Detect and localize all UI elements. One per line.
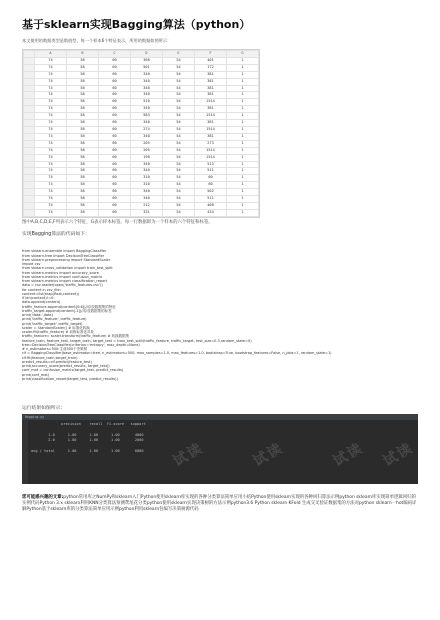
table-cell: 58 [67, 71, 99, 78]
terminal-line: 2.0 1.00 1.00 1.00 2000 [31, 438, 144, 443]
table-cell: 60 [99, 78, 131, 85]
table-cell: 310 [131, 175, 163, 182]
code-line: traffic_feature.append(content[0:6])//存放数据集的特征 [22, 304, 116, 309]
row-number [24, 120, 35, 127]
related-articles-label: 您可能感兴趣的文章: [22, 495, 64, 500]
code-line: content=list(map(float,content)) [22, 291, 80, 296]
table-cell: 340 [131, 85, 163, 92]
table-cell: 54 [163, 71, 195, 78]
code-line: for content in csv_file: [22, 287, 61, 292]
code-line: print(classification_report(target_test, predict_results)) [22, 376, 118, 381]
table-cell: 54 [163, 175, 195, 182]
table-cell: 74 [35, 182, 67, 189]
table-cell: 331 [131, 209, 163, 216]
table-header-row [24, 51, 259, 58]
table-cell: 1 [227, 64, 259, 71]
watermark: 试读 [330, 439, 367, 470]
table-cell: 381 [195, 71, 227, 78]
table-row [24, 126, 259, 133]
table-cell: 511 [195, 196, 227, 203]
table-cell: 274 [131, 126, 163, 133]
table-cell: 1 [227, 196, 259, 203]
row-number [24, 209, 35, 216]
table-cell: 1 [227, 161, 259, 168]
table-row [24, 106, 259, 113]
row-number [24, 64, 35, 71]
table-cell: 54 [163, 161, 195, 168]
table-cell: 74 [35, 64, 67, 71]
table-cell: 340 [131, 196, 163, 203]
table-cell: 54 [163, 140, 195, 147]
table-cell: 60 [99, 147, 131, 154]
code-line: from sklearn.metrics import confusion_matrix [22, 274, 103, 279]
table-cell: 58 [67, 209, 99, 216]
column-header: E [163, 51, 195, 58]
code-line: print('data:',data) [22, 313, 53, 317]
table-cell: 74 [35, 189, 67, 196]
row-number [24, 147, 35, 154]
table-cell: 54 [163, 85, 195, 92]
row-number [24, 140, 35, 147]
table-cell: 60 [99, 196, 131, 203]
table-cell: 54 [163, 202, 195, 209]
code-line: traffic_feature= scaler.transform(traffic_feature) # 转换数据集 [22, 334, 130, 339]
table-cell: 1514 [195, 147, 227, 154]
terminal-line: precision recall f1-score support [31, 422, 146, 426]
related-articles [22, 495, 418, 514]
table-cell: 74 [35, 196, 67, 203]
table-cell: 60 [99, 64, 131, 71]
table-cell: 74 [35, 154, 67, 161]
code-line: if len(content)!=0: [22, 296, 55, 300]
watermark: 试读 [380, 439, 417, 470]
table-cell: 58 [67, 57, 99, 64]
table-cell: 60 [99, 140, 131, 147]
table-cell: 1514 [195, 154, 227, 161]
table-cell: 340 [131, 120, 163, 127]
code-line: print(conf_mat) [22, 372, 50, 377]
table-cell: 340 [131, 133, 163, 140]
terminal-line: 1.0 1.00 1.00 1.00 4000 [31, 432, 144, 437]
table-cell: 1 [227, 106, 259, 113]
table-cell: 340 [131, 78, 163, 85]
table-cell: 74 [35, 140, 67, 147]
table-cell: 54 [163, 147, 195, 154]
terminal-line: avg / total 1.00 1.00 1.00 6000 [31, 449, 144, 454]
table-cell: 58 [67, 133, 99, 140]
code-line: print('traffic_feature:',traffic_feature) [22, 317, 87, 322]
table-body [24, 57, 259, 218]
table-row [24, 71, 259, 78]
table-cell: 381 [195, 78, 227, 85]
table-cell: 58 [67, 168, 99, 175]
table-cell: 1 [227, 140, 259, 147]
terminal-gutter [22, 420, 28, 484]
table-cell: 340 [131, 106, 163, 113]
table-cell [227, 216, 259, 218]
table-cell: 1 [227, 85, 259, 92]
table-cell: 212 [131, 202, 163, 209]
table-cell: 58 [67, 120, 99, 127]
row-number [24, 196, 35, 203]
code-line: clf.fit(feature_train,target_train) [22, 355, 78, 360]
table-row [24, 140, 259, 147]
terminal-screenshot [22, 414, 418, 484]
table-cell: 58 [67, 175, 99, 182]
table-row [24, 202, 259, 209]
table-cell: 74 [35, 161, 67, 168]
code-line: conf_mat = confusion_matrix(target_test, predict_results) [22, 368, 124, 373]
table-cell: 54 [163, 64, 195, 71]
table-cell: 74 [35, 106, 67, 113]
table-cell: 60 [99, 154, 131, 161]
table-row [24, 147, 259, 154]
table-row [24, 120, 259, 127]
code-line: from sklearn.metrics import accuracy_score [22, 270, 99, 275]
table-cell: 60 [99, 133, 131, 140]
code-line: scaler = StandardScaler() # 标准化转换 [22, 325, 90, 330]
table-cell: 381 [195, 92, 227, 99]
table-row [24, 64, 259, 71]
table-cell: 74 [35, 78, 67, 85]
table-cell: 205 [131, 140, 163, 147]
table-cell: 273 [195, 140, 227, 147]
row-number [24, 106, 35, 113]
watermark: 试读 [250, 439, 287, 470]
code-line: from sklearn.metrics import classification_report [22, 279, 108, 283]
table-cell: 54 [163, 133, 195, 140]
table-cell: 190 [131, 154, 163, 161]
code-line: predict_results=clf.predict(feature_test) [22, 359, 92, 364]
table-cell: 401 [195, 57, 227, 64]
table-cell: 511 [195, 168, 227, 175]
table-cell: 54 [163, 182, 195, 189]
row-number [24, 161, 35, 168]
table-cell: 74 [35, 147, 67, 154]
table-cell: 58 [67, 78, 99, 85]
table-cell: 54 [163, 92, 195, 99]
table-cell [35, 216, 67, 218]
code-line: print(accuracy_score(predict_results, target_test)) [22, 364, 110, 368]
table-row [24, 57, 259, 64]
code-line: data = csv.reader(open('traffic_features.csv')) [22, 283, 103, 288]
table-cell: 60 [99, 106, 131, 113]
table-cell: 1 [227, 182, 259, 189]
table-cell: 58 [67, 126, 99, 133]
table-cell: 510 [131, 99, 163, 106]
table-cell: 1 [227, 168, 259, 175]
row-number [24, 78, 35, 85]
table-cell: 74 [35, 126, 67, 133]
table-cell: 54 [163, 126, 195, 133]
row-number [24, 92, 35, 99]
table-cell: 172 [195, 64, 227, 71]
table-cell: 60 [99, 168, 131, 175]
code-line: feature_train, feature_test, target_train, target_test = train_test_split(traffic_feature, traffic_target, test_size=0.3,random_state=0) [22, 338, 252, 343]
table-cell: 60 [99, 71, 131, 78]
table-cell: 74 [35, 133, 67, 140]
related-articles-text: python常用库之NumPy和sklearn入门Python使用sklearn库实现的各种分类算法简单应用小结Python使用sklearn实现的各种回归算法示例python sklearn库实现简单逻辑回归的实例代码Python 3.x sklearn利用KNN分类算法预测鸢尾花分类python使用sklearn实现决策树的方法示例python3.6 Python sklearn KFold 生成交叉验证数据集的方法对python sklearn一hot编码详解Python基于sklearn库的分类算法简单应用示例python利用sklearn包编写决策树源代码 [22, 495, 417, 513]
row-number [24, 113, 35, 120]
table-cell [67, 216, 99, 218]
intro-paragraph: 本文使用的数据类型是数值型，每一个样本6个特征表示，所用的数据如图所示： [22, 38, 172, 43]
table-cell: 60 [99, 120, 131, 127]
row-number [24, 126, 35, 133]
result-label: 运行结果如图所示： [22, 406, 66, 411]
code-line: # n_estimators=500:生成500个决策树 [22, 347, 88, 351]
table-cell: 54 [163, 154, 195, 161]
table-cell: 1 [227, 113, 259, 120]
spreadsheet-screenshot [22, 49, 260, 218]
table-cell: 1 [227, 57, 259, 64]
table-cell: 54 [163, 120, 195, 127]
table-cell: 54 [163, 196, 195, 203]
figure-caption: 图中A,B,C,D,E,F列表示六个特征，G表示样本标签。每一行数据即为一个样本的六个特征和标签。 [22, 220, 213, 225]
table-cell: 74 [35, 168, 67, 175]
table-cell: 60 [99, 175, 131, 182]
table-cell: 60 [99, 85, 131, 92]
table-cell: 60 [99, 189, 131, 196]
table-cell: 58 [67, 202, 99, 209]
table-cell: 381 [195, 120, 227, 127]
table-cell [131, 216, 163, 218]
table-cell: 501 [131, 64, 163, 71]
table-cell: 310 [131, 182, 163, 189]
code-line: clf = BaggingClassifier(base_estimator=tree, n_estimators=500, max_samples=1.0, max_features=1.0, bootstrap=True, bootstrap_features=False, n_jobs=1, random_state=1) [22, 351, 332, 356]
table-cell: 54 [163, 106, 195, 113]
row-number [24, 168, 35, 175]
table-cell: 513 [195, 161, 227, 168]
row-number [24, 175, 35, 182]
table-row [24, 189, 259, 196]
table-cell [99, 216, 131, 218]
table-cell: 58 [67, 182, 99, 189]
watermark: 试读 [170, 439, 207, 470]
table-cell: 58 [67, 196, 99, 203]
article-title: 基于sklearn实现Bagging算法（python） [22, 18, 251, 31]
table-cell: 58 [67, 99, 99, 106]
table-cell: 1 [227, 133, 259, 140]
table-cell: 60 [195, 182, 227, 189]
table-cell: 60 [99, 113, 131, 120]
table-cell: 54 [163, 57, 195, 64]
column-header: D [131, 51, 163, 58]
table-cell: 58 [67, 85, 99, 92]
table-cell: 54 [163, 209, 195, 216]
row-number [24, 133, 35, 140]
table-cell: 583 [131, 113, 163, 120]
table-cell: 1 [227, 92, 259, 99]
table-row [24, 99, 259, 106]
table-cell: 60 [99, 209, 131, 216]
row-number [24, 99, 35, 106]
row-number [24, 202, 35, 209]
row-number [24, 57, 35, 64]
terminal-tab: Bagging.py [22, 414, 418, 420]
table-cell: 1 [227, 189, 259, 196]
table-cell: 58 [67, 113, 99, 120]
table-cell: 74 [35, 71, 67, 78]
code-line: data.append(content) [22, 300, 61, 305]
table-cell: 1 [227, 147, 259, 154]
table-row [24, 182, 259, 189]
row-number [24, 189, 35, 196]
table-cell: 340 [131, 189, 163, 196]
table-row [24, 133, 259, 140]
table-cell: 54 [163, 189, 195, 196]
table-row [24, 92, 259, 99]
table-cell: 60 [99, 182, 131, 189]
table-cell: 74 [35, 202, 67, 209]
table-row [24, 113, 259, 120]
table-cell: 205 [131, 147, 163, 154]
row-number [24, 182, 35, 189]
table-cell: 74 [35, 113, 67, 120]
data-table [23, 50, 259, 218]
table-cell [163, 216, 195, 218]
table-cell [195, 216, 227, 218]
table-cell: 54 [163, 113, 195, 120]
table-cell: 74 [35, 92, 67, 99]
table-cell: 74 [35, 57, 67, 64]
table-cell: 58 [67, 92, 99, 99]
code-line: import csv [22, 262, 41, 266]
table-row [24, 78, 259, 85]
table-cell: 74 [35, 175, 67, 182]
table-cell: 54 [163, 168, 195, 175]
table-cell: 434 [195, 209, 227, 216]
table-cell: 381 [195, 106, 227, 113]
table-cell: 58 [67, 154, 99, 161]
row-header-corner [24, 51, 35, 58]
table-cell: 1 [227, 202, 259, 209]
table-row [24, 168, 259, 175]
table-cell: 381 [195, 133, 227, 140]
table-cell: 1 [227, 175, 259, 182]
table-cell: 502 [195, 189, 227, 196]
table-cell: 1514 [195, 126, 227, 133]
code-line: from sklearn.ensemble import BaggingClassifier [22, 249, 107, 254]
table-cell: 60 [99, 99, 131, 106]
column-header: B [67, 51, 99, 58]
table-cell: 1 [227, 78, 259, 85]
table-cell: 1 [227, 126, 259, 133]
table-cell: 58 [67, 64, 99, 71]
table-cell: 340 [131, 168, 163, 175]
code-line: from sklearn.tree import DecisionTreeClassifier [22, 253, 105, 258]
table-row [24, 216, 259, 218]
table-cell: 1 [227, 71, 259, 78]
table-cell: 1 [227, 99, 259, 106]
table-cell: 74 [35, 120, 67, 127]
table-cell: 60 [99, 202, 131, 209]
row-number [24, 85, 35, 92]
table-row [24, 196, 259, 203]
column-header: C [99, 51, 131, 58]
row-number [24, 154, 35, 161]
table-cell: 408 [195, 202, 227, 209]
code-line: traffic_target.append(content[-1])//存放数据集的标签 [22, 308, 112, 313]
table-cell: 58 [67, 147, 99, 154]
table-cell: 60 [99, 92, 131, 99]
table-row [24, 209, 259, 216]
table-cell: 1514 [195, 113, 227, 120]
table-cell: 60 [99, 57, 131, 64]
row-number [24, 216, 35, 218]
code-line: tree=DecisionTreeClassifier(criterion='entropy', max_depth=None) [22, 342, 140, 347]
table-cell: 60 [99, 161, 131, 168]
table-row [24, 85, 259, 92]
table-cell: 1 [227, 154, 259, 161]
table-cell: 340 [131, 92, 163, 99]
table-cell: 381 [195, 85, 227, 92]
table-cell: 54 [163, 99, 195, 106]
table-cell: 58 [67, 161, 99, 168]
row-number [24, 71, 35, 78]
table-cell: 60 [99, 126, 131, 133]
table-cell: 74 [35, 85, 67, 92]
table-cell: 58 [67, 140, 99, 147]
table-cell: 340 [131, 71, 163, 78]
table-cell: 1514 [195, 99, 227, 106]
table-row [24, 175, 259, 182]
table-row [24, 154, 259, 161]
table-cell: 74 [35, 99, 67, 106]
code-line: from sklearn.preprocessing import StandardScaler [22, 257, 111, 262]
table-cell: 1 [227, 120, 259, 127]
code-intro: 实现Bagging算法的代码如下： [22, 232, 90, 237]
table-cell: 74 [35, 209, 67, 216]
column-header: A [35, 51, 67, 58]
column-header: G [227, 51, 259, 58]
table-cell: 366 [131, 57, 163, 64]
table-cell: 340 [131, 161, 163, 168]
table-cell: 58 [67, 189, 99, 196]
code-line: scaler.fit(traffic_feature) # 训练标准化对象 [22, 330, 94, 334]
table-cell: 1 [227, 209, 259, 216]
code-block [22, 245, 418, 385]
table-cell: 58 [67, 106, 99, 113]
code-line: from sklearn.cross_validation import train_test_split [22, 266, 113, 271]
table-cell: 60 [195, 175, 227, 182]
table-row [24, 161, 259, 168]
column-header: F [195, 51, 227, 58]
code-line [22, 381, 418, 385]
code-line: print('traffic_target:',traffic_target) [22, 321, 83, 326]
table-cell: 54 [163, 78, 195, 85]
